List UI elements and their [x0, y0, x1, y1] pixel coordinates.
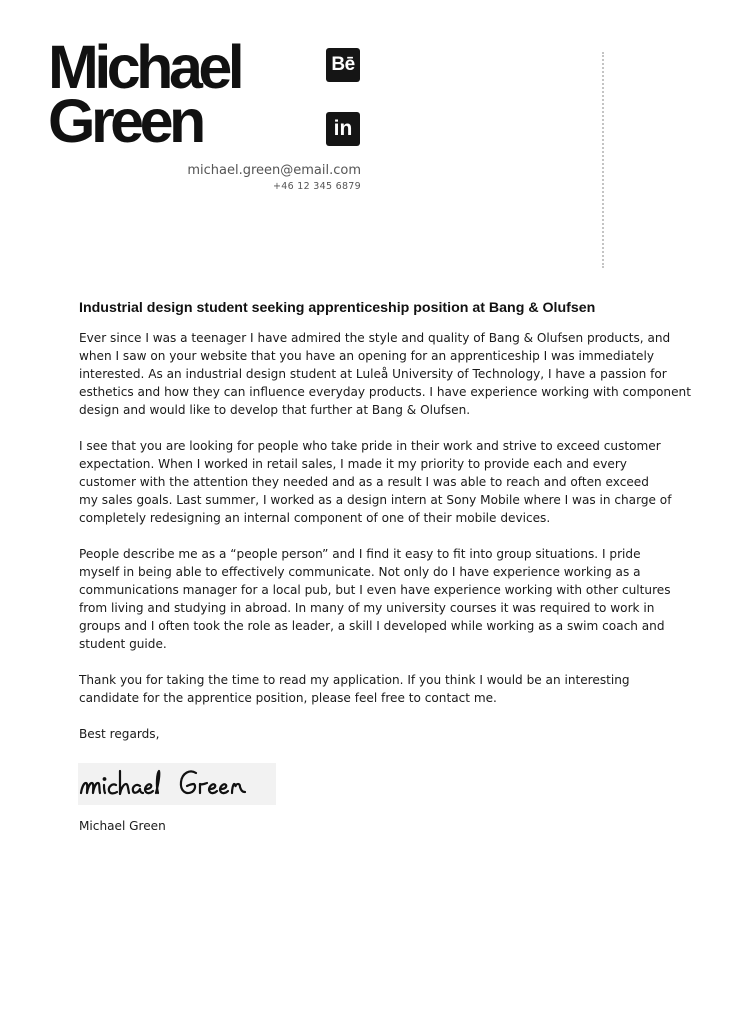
paragraph-line: interested. As an industrial design student at Luleå University of Technology, I have a passion for	[79, 367, 667, 381]
paragraph-line: People describe me as a “people person” and I find it easy to fit into group situations. I pride	[79, 547, 641, 561]
cover-letter	[79, 300, 691, 835]
paragraph-line: student guide.	[79, 637, 167, 651]
paragraph-line: groups and I often took the role as leader, a skill I developed while working as a swim coach and	[79, 619, 665, 633]
paragraph-2	[79, 437, 679, 527]
paragraph-line: I see that you are looking for people who take pride in their work and strive to exceed customer	[79, 439, 661, 453]
paragraph-line: customer with the attention they needed and as a result I was able to reach and often exceed	[79, 475, 649, 489]
paragraph-line: design and would like to develop that further at Bang & Olufsen.	[79, 403, 471, 417]
behance-icon[interactable]	[326, 48, 360, 82]
dotted-divider	[602, 52, 604, 268]
linkedin-icon[interactable]	[326, 112, 360, 146]
paragraph-3	[79, 545, 679, 653]
paragraph-line: esthetics and how they can influence everyday products. I have experience working with component	[79, 385, 691, 399]
paragraph-line: communications manager for a local pub, but I even have experience working with other cultures	[79, 583, 671, 597]
paragraph-line: from living and studying in abroad. In many of my university courses it was required to work in	[79, 601, 655, 615]
email-address[interactable]: michael.green@email.com	[187, 163, 361, 178]
signer-name: Michael Green	[79, 819, 166, 833]
phone-number: +46 12 345 6879	[272, 181, 361, 192]
behance-label: Bē	[331, 54, 355, 75]
paragraph-line: when I saw on your website that you have an opening for an apprenticeship I was immediately	[79, 349, 655, 363]
paragraph-4	[79, 671, 679, 707]
paragraph-line: candidate for the apprentice position, please feel free to contact me.	[79, 691, 497, 705]
paragraph-line: my sales goals. Last summer, I worked as a design intern at Sony Mobile where I was in charge of	[79, 493, 672, 507]
last-name: Green	[48, 87, 202, 155]
paragraph-line: Ever since I was a teenager I have admired the style and quality of Bang & Olufsen products, and	[79, 331, 671, 345]
letter-subject: Industrial design student seeking apprenticeship position at Bang & Olufsen	[79, 300, 596, 316]
applicant-name	[48, 33, 241, 155]
paragraph-line: completely redesigning an internal component of one of their mobile devices.	[79, 511, 551, 525]
letter-closing: Best regards,	[79, 727, 160, 741]
paragraph-line: Thank you for taking the time to read my application. If you think I would be an interesting	[79, 673, 630, 687]
paragraph-1	[79, 329, 691, 419]
paragraph-line: myself in being able to effectively communicate. Not only do I have experience working as a	[79, 565, 641, 579]
linkedin-label: in	[333, 117, 353, 140]
signature-scribble	[78, 763, 276, 805]
handwritten-signature	[78, 763, 276, 805]
paragraph-line: expectation. When I worked in retail sales, I made it my priority to provide each and every	[79, 457, 627, 471]
first-name: Michael	[48, 33, 241, 101]
